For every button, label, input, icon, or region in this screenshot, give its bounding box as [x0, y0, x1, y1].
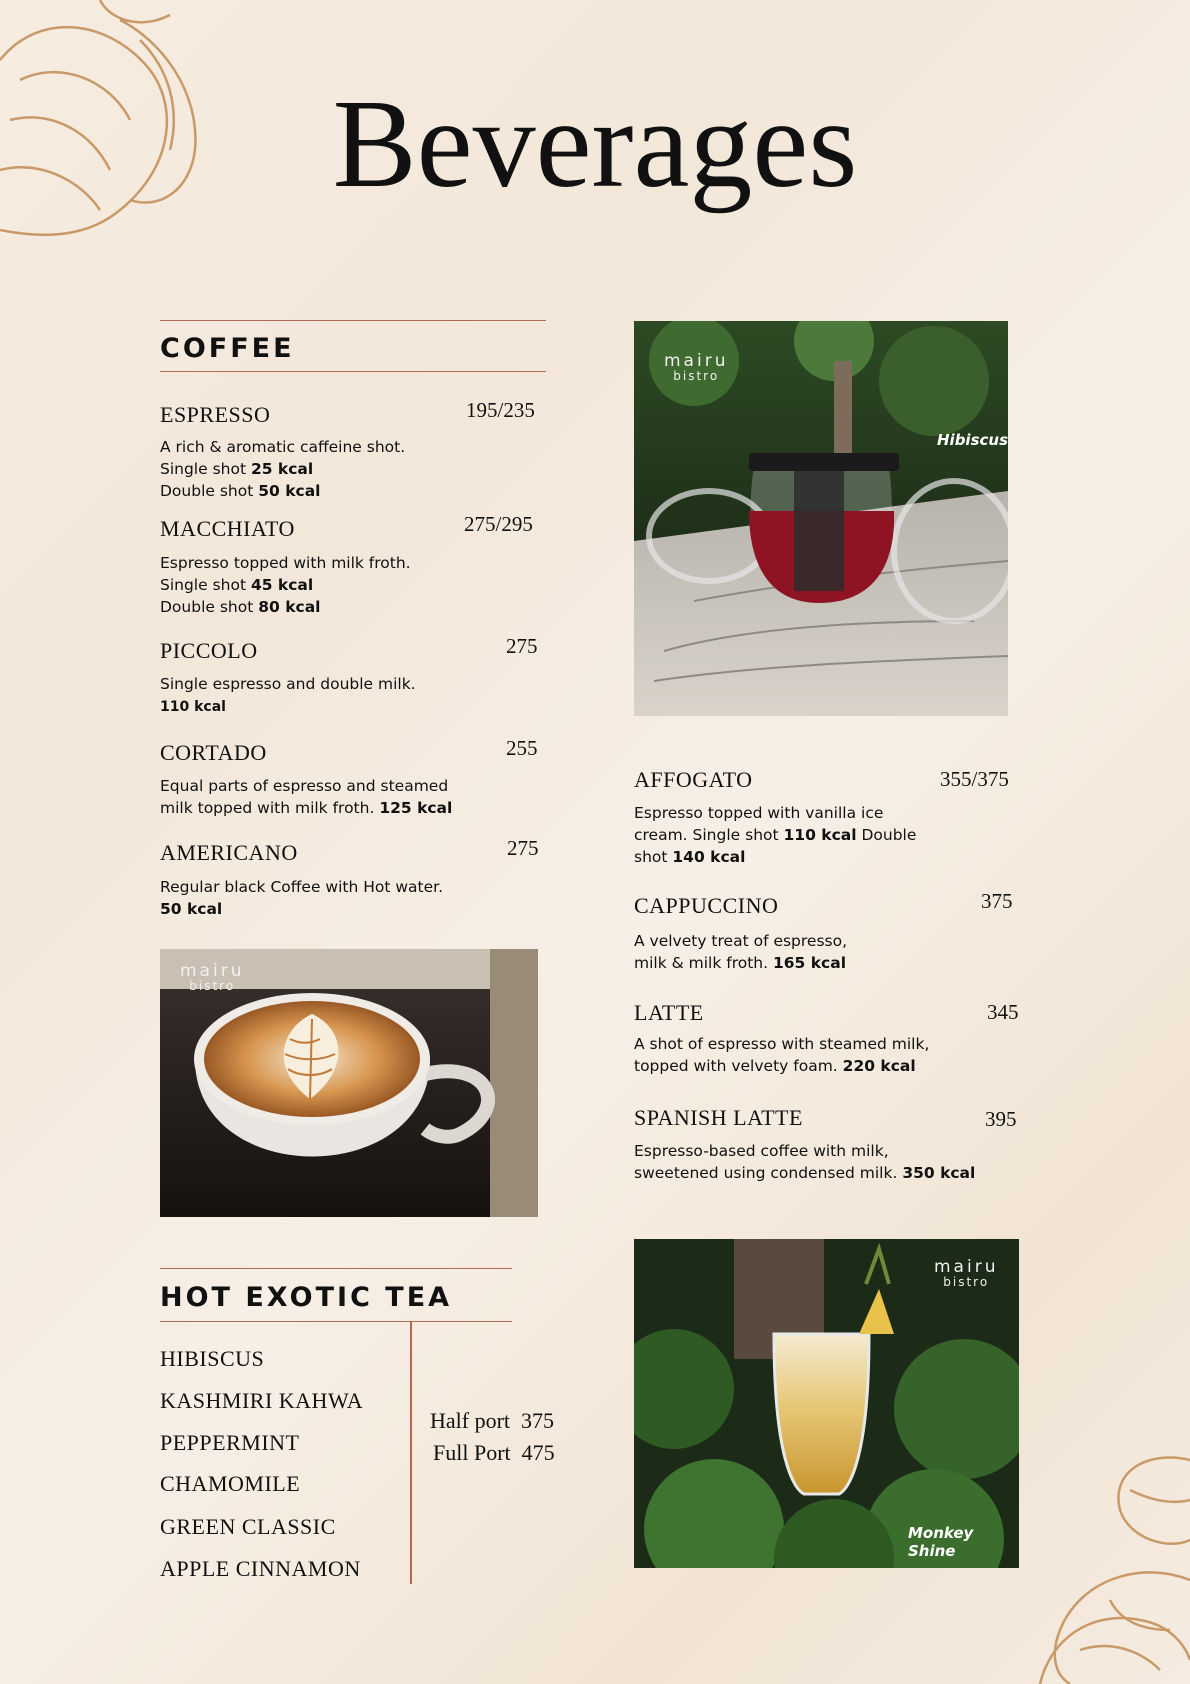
item-description: Single espresso and double milk. 110 kcal	[160, 675, 416, 715]
menu-item-espresso	[160, 398, 540, 502]
page-title: Beverages	[332, 75, 858, 214]
menu-item-latte	[634, 1000, 1020, 1080]
item-name: SPANISH LATTE	[634, 1105, 803, 1130]
tea-section-heading	[160, 1268, 512, 1322]
brand-logo: mairu bistro	[664, 351, 729, 383]
hibiscus-tea-photo	[634, 321, 1008, 716]
item-price: 275	[507, 836, 539, 860]
item-description: Espresso-based coffee with milk, sweetened using condensed milk. 350 kcal	[634, 1142, 976, 1182]
tea-divider	[410, 1322, 412, 1584]
item-description: Espresso topped with vanilla ice cream. Single shot 110 kcal Double shot 140 kcal	[634, 804, 917, 866]
menu-item-cortado	[160, 736, 540, 820]
menu-item-affogato	[634, 767, 1020, 867]
latte-art-photo	[160, 949, 538, 1217]
item-description: Equal parts of espresso and steamed milk topped with milk froth. 125 kcal	[160, 777, 453, 817]
item-description: A rich & aromatic caffeine shot. Single shot 25 kcal Double shot 50 kcal	[160, 438, 406, 500]
menu-item-spanish-latte	[634, 1105, 1020, 1185]
item-description: Regular black Coffee with Hot water. 50 kcal	[160, 878, 444, 918]
tea-item: CHAMOMILE	[160, 1471, 301, 1496]
item-name: AFFOGATO	[634, 767, 753, 792]
item-price: 195/235	[466, 398, 535, 422]
tea-item: GREEN CLASSIC	[160, 1514, 336, 1539]
coffee-section-heading	[160, 320, 546, 372]
item-name: MACCHIATO	[160, 516, 295, 541]
menu-item-macchiato	[160, 512, 540, 616]
tea-item: KASHMIRI KAHWA	[160, 1388, 364, 1413]
tea-item: APPLE CINNAMON	[160, 1556, 361, 1581]
item-price: 275	[506, 634, 538, 658]
tea-price-full: Full Port 475	[433, 1440, 555, 1465]
item-price: 255	[506, 736, 538, 760]
tea-price-half: Half port 375	[430, 1408, 555, 1433]
item-description: A shot of espresso with steamed milk, topped with velvety foam. 220 kcal	[634, 1035, 930, 1075]
item-name: LATTE	[634, 1000, 704, 1025]
menu-item-americano	[160, 836, 540, 920]
item-description: Espresso topped with milk froth. Single shot 45 kcal Double shot 80 kcal	[160, 554, 411, 616]
item-price: 355/375	[940, 767, 1009, 791]
item-name: CORTADO	[160, 740, 267, 765]
item-name: PICCOLO	[160, 638, 258, 663]
item-description: A velvety treat of espresso, milk & milk froth. 165 kcal	[634, 932, 848, 972]
menu-item-cappuccino	[634, 889, 1020, 973]
item-name: CAPPUCCINO	[634, 893, 779, 918]
monkey-shine-photo	[634, 1239, 1019, 1568]
coffee-heading-text: COFFEE	[160, 332, 295, 364]
item-name: AMERICANO	[160, 840, 298, 865]
tea-heading-text: HOT EXOTIC TEA	[160, 1281, 453, 1313]
menu-item-piccolo	[160, 634, 540, 718]
item-name: ESPRESSO	[160, 402, 271, 427]
brand-logo: mairu bistro	[934, 1257, 999, 1289]
photo-caption: Monkey Shine	[908, 1524, 974, 1560]
tea-item: PEPPERMINT	[160, 1430, 300, 1455]
item-price: 375	[981, 889, 1013, 913]
brand-logo: mairu bistro	[180, 961, 245, 993]
tea-item: HIBISCUS	[160, 1346, 265, 1371]
item-price: 395	[985, 1107, 1017, 1131]
item-price: 345	[987, 1000, 1019, 1024]
floral-decoration-bottom-right-icon	[1010, 1450, 1190, 1684]
photo-caption: Hibiscus	[937, 431, 1008, 449]
item-price: 275/295	[464, 512, 533, 536]
